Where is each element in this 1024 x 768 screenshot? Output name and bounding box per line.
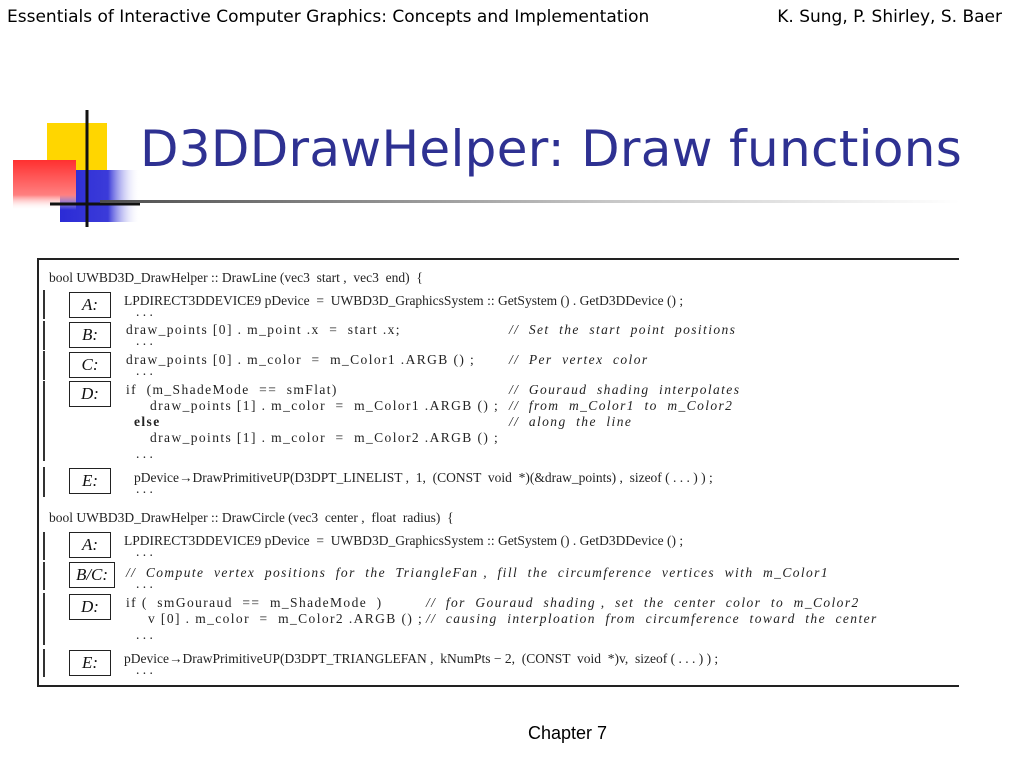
label-box: D:: [69, 594, 111, 620]
code-line: draw_points [0] . m_point .x = start .x;: [126, 322, 401, 337]
section-bracket: [43, 532, 45, 560]
section-bracket: [43, 649, 45, 677]
code-line: if (m_ShadeMode == smFlat): [126, 382, 338, 397]
code-comment: // causing interploation from circumference toward the center: [426, 611, 878, 626]
section-bracket: [43, 351, 45, 380]
section-bracket: [43, 562, 45, 590]
label-box: C:: [69, 352, 111, 378]
code-comment: // Compute vertex positions for the TriangleFan , fill the circumference vertices with m_Color1: [126, 565, 829, 580]
code-comment: // Gouraud shading interpolates: [509, 382, 741, 397]
ellipsis: . . .: [136, 481, 153, 496]
label-box: B/C:: [69, 562, 115, 588]
code-line: pDevice→DrawPrimitiveUP(D3DPT_TRIANGLEFAN , kNumPts − 2, (CONST void *)v, sizeof ( . . . ) ) ;: [124, 651, 719, 666]
label-box: A:: [69, 292, 111, 318]
ellipsis: . . .: [136, 544, 153, 559]
label-box: E:: [69, 650, 111, 676]
label-box: B:: [69, 322, 111, 348]
section-bracket: [43, 593, 45, 645]
book-title: Essentials of Interactive Computer Graphics: Concepts and Implementation: [7, 7, 650, 27]
section-bracket: [43, 290, 45, 319]
drawline-signature: bool UWBD3D_DrawHelper :: DrawLine (vec3 start , vec3 end) {: [49, 270, 423, 285]
ellipsis: . . .: [136, 662, 153, 677]
code-line: LPDIRECT3DDEVICE9 pDevice = UWBD3D_GraphicsSystem :: GetSystem () . GetD3DDevice () ;: [124, 533, 684, 548]
code-line: else: [134, 414, 161, 429]
code-comment: // for Gouraud shading , set the center color to m_Color2: [426, 595, 860, 610]
slide-title: D3DDrawHelper: Draw functions: [140, 120, 963, 178]
code-line: pDevice→DrawPrimitiveUP(D3DPT_LINELIST , 1, (CONST void *)(&draw_points) , sizeof ( . . . ) ) ;: [134, 470, 713, 485]
code-comment: // from m_Color1 to m_Color2: [509, 398, 734, 413]
ellipsis: . . .: [136, 446, 153, 461]
section-bracket: [43, 381, 45, 461]
code-line: v [0] . m_color = m_Color2 .ARGB () ;: [148, 611, 424, 626]
code-figure: [37, 258, 959, 687]
code-comment: // Set the start point positions: [509, 322, 737, 337]
code-comment: // along the line: [509, 414, 633, 429]
ellipsis: . . .: [136, 576, 153, 591]
ellipsis: . . .: [136, 304, 153, 319]
code-line: LPDIRECT3DDEVICE9 pDevice = UWBD3D_GraphicsSystem :: GetSystem () . GetD3DDevice () ;: [124, 293, 684, 308]
drawcircle-signature: bool UWBD3D_DrawHelper :: DrawCircle (vec3 center , float radius) {: [49, 510, 454, 525]
ellipsis: . . .: [136, 363, 153, 378]
slide-logo-graphic: [0, 105, 140, 230]
section-bracket: [43, 467, 45, 497]
label-box: D:: [69, 381, 111, 407]
label-box: E:: [69, 468, 111, 494]
title-divider: [100, 200, 960, 203]
code-line: draw_points [0] . m_color = m_Color1 .ARGB () ;: [126, 352, 476, 367]
code-line: if ( smGouraud == m_ShadeMode ): [126, 595, 383, 610]
section-bracket: [43, 321, 45, 350]
authors: K. Sung, P. Shirley, S. Baer: [777, 7, 1002, 27]
code-line: draw_points [1] . m_color = m_Color1 .ARGB () ;: [150, 398, 500, 413]
chapter-footer: Chapter 7: [528, 723, 608, 743]
code-line: draw_points [1] . m_color = m_Color2 .ARGB () ;: [150, 430, 500, 445]
code-comment: // Per vertex color: [509, 352, 649, 367]
ellipsis: . . .: [136, 627, 153, 642]
label-box: A:: [69, 532, 111, 558]
ellipsis: . . .: [136, 333, 153, 348]
